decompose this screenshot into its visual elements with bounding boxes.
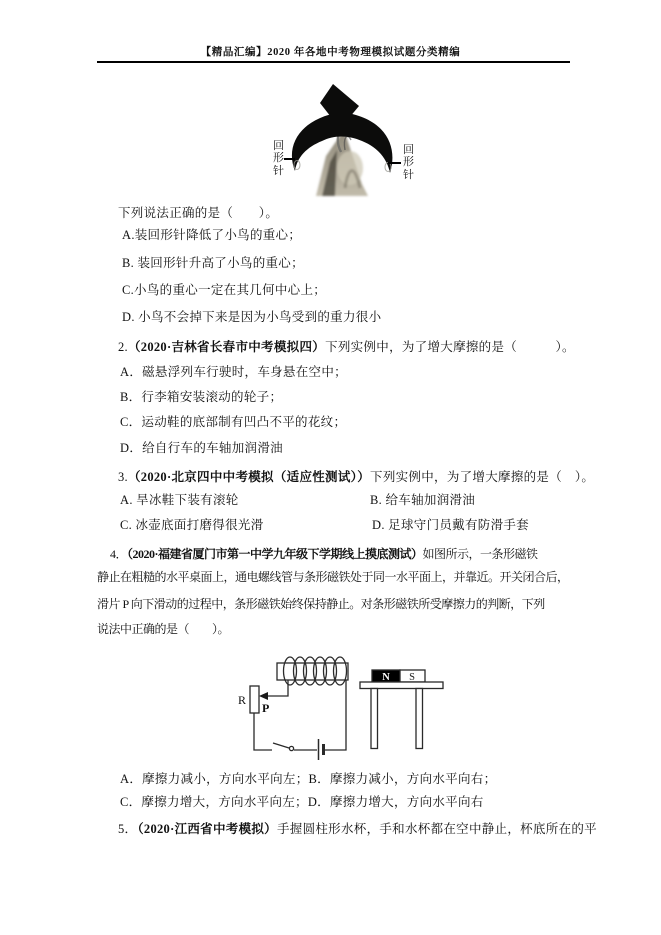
slider-arrow (259, 692, 268, 700)
question-4-options-row-2: C．摩擦力增大，方向水平向左；D．摩擦力增大，方向水平向右 (120, 795, 484, 809)
table-top (360, 682, 443, 689)
question-3-option-b: B. 给车轴加润滑油 (370, 493, 476, 507)
question-3-stem: 下列实例中，为了增大摩擦的是（ ）。 (370, 470, 595, 484)
callout-line-right (388, 162, 401, 164)
table-leg-right (416, 689, 423, 749)
wire-slider (268, 680, 288, 696)
question-5-number: 5． (118, 822, 138, 836)
question-3-option-c: C. 冰壶底面打磨得很光滑 (120, 518, 264, 532)
question-3-number: 3. (118, 470, 128, 484)
balancing-bird-figure (240, 76, 430, 200)
question-4-line-1-rest: 如图所示，一条形磁铁 (422, 547, 538, 561)
question-5-stem: 手握圆柱形水杯，手和水杯都在空中静止，杯底所在的平 (276, 822, 597, 836)
question-1-option-c: C.小鸟的重心一定在其几何中心上； (122, 283, 327, 297)
question-4-line-3: 滑片 P 向下滑动的过程中，条形磁铁始终保持静止。对条形磁铁所受摩擦力的判断，下列 (97, 597, 545, 611)
question-5-source: （2020·江西省中考模拟） (137, 822, 277, 836)
callout-line-left (284, 158, 295, 160)
question-4-number: 4． (110, 547, 128, 561)
question-2-number: 2. (118, 340, 128, 354)
question-1-option-d: D. 小鸟不会掉下来是因为小鸟受到的重力很小 (122, 310, 382, 324)
magnet-n-label: N (382, 672, 390, 683)
wire-right (325, 680, 346, 750)
question-4-line-2: 静止在粗糙的水平桌面上，通电螺线管与条形磁铁处于同一水平面上，并靠近。开关闭合后， (97, 570, 569, 584)
question-2-option-a: A．磁悬浮列车行驶时，车身悬在空中； (120, 365, 347, 379)
question-1-stem: 下列说法正确的是（ ）。 (118, 206, 279, 220)
solenoid-core (277, 663, 348, 680)
table-leg-left (371, 689, 378, 749)
slider-label: P (262, 701, 270, 715)
question-2-option-c: C．运动鞋的底部制有凹凸不平的花纹； (120, 415, 347, 429)
question-2-source: （2020·吉林省长春市中考模拟四） (127, 340, 326, 354)
question-4-line-1 (110, 547, 538, 562)
switch-lever (273, 743, 289, 748)
question-3-option-a: A. 旱冰鞋下装有滚轮 (120, 493, 239, 507)
question-2-heading (118, 340, 575, 355)
circuit-and-magnet-figure (230, 650, 460, 770)
rheostat (250, 686, 259, 713)
question-1-option-b: B. 装回形针升高了小鸟的重心； (122, 256, 304, 270)
paperclip-label-left: 回形针 (273, 140, 284, 177)
question-2-option-b: B．行李箱安装滚动的轮子； (120, 390, 283, 404)
magnet-s-label: S (409, 672, 415, 683)
paperclip-label-right: 回形针 (403, 144, 414, 181)
wire-left (254, 713, 272, 750)
question-1-option-a: A.装回形针降低了小鸟的重心； (122, 228, 302, 242)
rheostat-label: R (238, 693, 247, 707)
switch-contact (289, 746, 293, 750)
page-header-title: 【精品汇编】2020 年各地中考物理模拟试题分类精编 (200, 47, 461, 58)
question-3-option-d: D. 足球守门员戴有防滑手套 (372, 518, 529, 532)
question-3-source: （2020·北京四中中考模拟（适应性测试）） (127, 470, 371, 484)
question-5-heading (118, 822, 597, 837)
question-2-option-d: D．给自行车的车轴加润滑油 (120, 441, 283, 455)
question-4-source: （2020·福建省厦门市第一中学九年级下学期线上摸底测试） (127, 547, 423, 561)
question-4-line-4: 说法中正确的是（ ）。 (97, 622, 230, 636)
table-with-magnet (360, 670, 443, 749)
question-4-options-row-1: A．摩擦力减小，方向水平向左；B．摩擦力减小，方向水平向右； (120, 772, 497, 786)
header-divider (97, 61, 570, 63)
question-2-stem: 下列实例中，为了增大摩擦的是（ ）。 (325, 340, 575, 354)
question-3-heading (118, 470, 594, 485)
